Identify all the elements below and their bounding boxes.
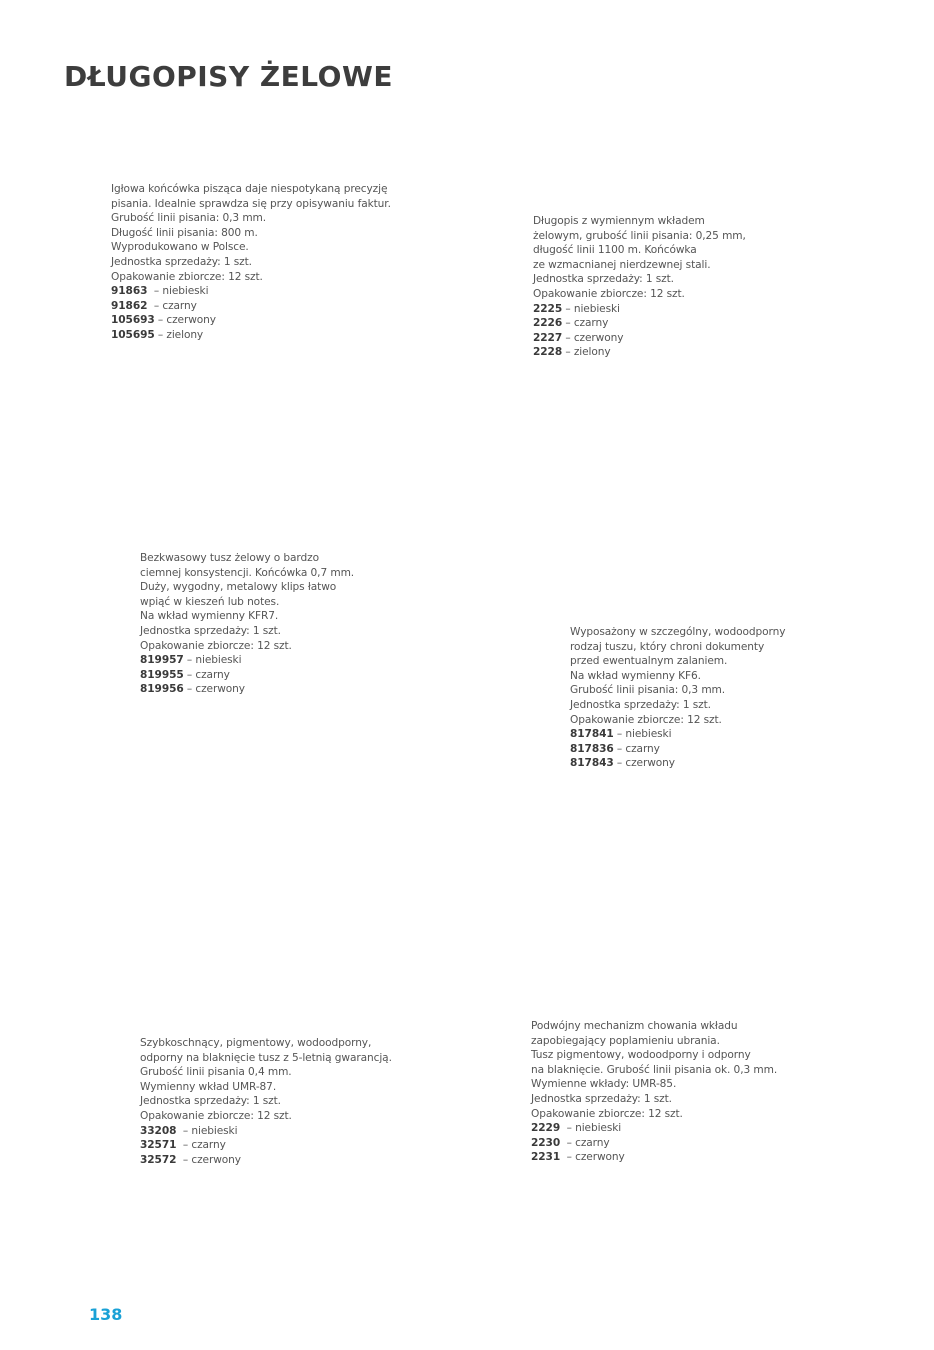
color-name: czarny [575,1136,610,1149]
description-line: Grubość linii pisania: 0,3 mm. [570,684,726,697]
description-line: ciemnej konsystencji. Końcówka 0,7 mm. [140,566,355,579]
product-code: 33208 [140,1124,177,1137]
color-name: czerwony [166,314,216,327]
description-line: Jednostka sprzedaży: 1 szt. [570,698,711,711]
description-line: Tusz pigmentowy, wodoodporny i odporny [531,1049,751,1062]
page-number: 138 [89,1305,123,1324]
product-description-block [140,1036,392,1167]
description-line: Jednostka sprzedaży: 1 szt. [140,624,281,637]
color-name: czarny [195,668,230,681]
color-name: zielony [166,328,204,341]
product-description-block [533,214,746,360]
separator: – [154,328,167,341]
description-line: Duży, wygodny, metalowy klips łatwo [140,581,337,594]
product-code: 32571 [140,1139,177,1152]
description-line: Na wkład wymienny KF6. [570,669,701,682]
product-code: 2225 [533,302,563,315]
product-description-block [140,551,354,697]
color-name: czerwony [575,1151,625,1164]
product-code: 91862 [111,299,148,312]
description-line: żelowym, grubość linii pisania: 0,25 mm, [533,229,746,242]
variant-item [140,653,354,668]
separator: – [183,654,196,667]
variant-item [570,756,785,771]
separator: – [562,346,574,359]
description-line: długość linii 1100 m. Końcówka [533,244,697,257]
separator: – [560,1151,576,1164]
product-code: 819957 [140,654,184,667]
variant-item [140,668,354,683]
description-line: Opakowanie zbiorcze: 12 szt. [531,1107,683,1120]
color-name: niebieski [162,285,209,298]
separator: – [613,728,626,741]
description-line: Grubość linii pisania 0,4 mm. [140,1066,292,1079]
variant-item [531,1150,777,1165]
color-name: czerwony [573,331,624,344]
description-line: Na wkład wymienny KFR7. [140,610,279,623]
color-name: czerwony [195,683,245,696]
separator: – [176,1139,192,1152]
product-code: 91863 [111,285,148,298]
description-line: Szybkoschnący, pigmentowy, wodoodporny, [140,1037,372,1049]
description-line: Opakowanie zbiorcze: 12 szt. [111,270,263,283]
variant-item [533,345,746,360]
description-line: Długość linii pisania: 800 m. [111,226,258,239]
color-name: niebieski [575,1122,622,1135]
product-code: 819956 [140,683,184,696]
variant-item [111,328,391,343]
color-name: czarny [162,299,197,312]
variant-item [533,316,746,331]
product-code: 2227 [533,331,563,344]
description-line: Jednostka sprzedaży: 1 szt. [140,1095,281,1108]
product-code: 819955 [140,668,184,681]
product-code: 32572 [140,1153,177,1166]
product-description-block [531,1019,777,1165]
separator: – [154,314,167,327]
description-line: Jednostka sprzedaży: 1 szt. [111,255,252,268]
color-name: czerwony [625,757,675,770]
page-title: DŁUGOPISY ŻELOWE [64,60,393,93]
description-line: Opakowanie zbiorcze: 12 szt. [140,1109,292,1122]
product-code: 817841 [570,728,614,741]
product-code: 2229 [531,1122,561,1135]
variant-item [570,727,785,742]
color-name: niebieski [195,654,242,667]
separator: – [147,299,163,312]
description-line: zapobiegający poplamieniu ubrania. [531,1034,720,1047]
description-line: Podwójny mechanizm chowania wkładu [531,1020,738,1032]
description-line: Jednostka sprzedaży: 1 szt. [533,273,674,286]
separator: – [562,302,574,315]
separator: – [560,1122,576,1135]
description-line: Jednostka sprzedaży: 1 szt. [531,1092,672,1105]
description-line: Wymienne wkłady: UMR-85. [531,1078,677,1091]
description-line: Bezkwasowy tusz żelowy o bardzo [140,552,319,564]
separator: – [560,1136,576,1149]
product-code: 2231 [531,1151,561,1164]
product-code: 105693 [111,314,155,327]
separator: – [176,1124,192,1137]
variant-item [111,299,391,314]
variant-item [111,284,391,299]
color-name: czarny [191,1139,226,1152]
color-name: niebieski [191,1124,238,1137]
product-description-block [111,182,391,343]
description-line: rodzaj tuszu, który chroni dokumenty [570,640,765,653]
color-name: zielony [573,346,611,359]
color-name: czarny [573,317,609,330]
description-line: Opakowanie zbiorcze: 12 szt. [533,287,685,300]
variant-item [531,1121,777,1136]
description-line: wpiąć w kieszeń lub notes. [140,595,280,608]
product-code: 817843 [570,757,614,770]
separator: – [183,668,196,681]
description-line: Grubość linii pisania: 0,3 mm. [111,212,267,225]
description-line: na blaknięcie. Grubość linii pisania ok. 0,3 mm. [531,1063,778,1076]
color-name: niebieski [625,728,672,741]
separator: – [562,331,574,344]
variant-item [140,1153,392,1168]
variant-item [533,331,746,346]
description-line: przed ewentualnym zalaniem. [570,655,728,668]
color-name: niebieski [573,302,620,315]
product-code: 2228 [533,346,563,359]
variant-item [140,1124,392,1139]
description-line: Opakowanie zbiorcze: 12 szt. [140,639,292,652]
product-code: 817836 [570,742,614,755]
variant-item [570,742,785,757]
separator: – [183,683,196,696]
separator: – [176,1153,192,1166]
description-line: Wyprodukowano w Polsce. [111,241,249,254]
description-line: Wyposażony w szczególny, wodoodporny [570,626,786,638]
separator: – [562,317,574,330]
variant-item [533,302,746,317]
product-description-block [570,625,785,771]
separator: – [613,742,626,755]
color-name: czarny [625,742,660,755]
description-line: Wymienny wkład UMR-87. [140,1080,277,1093]
separator: – [147,285,163,298]
variant-item [140,1138,392,1153]
variant-item [111,313,391,328]
product-code: 105695 [111,328,155,341]
variant-item [531,1136,777,1151]
product-code: 2226 [533,317,563,330]
description-line: Długopis z wymiennym wkładem [533,215,705,227]
description-line: Opakowanie zbiorcze: 12 szt. [570,713,722,726]
description-line: ze wzmacnianej nierdzewnej stali. [533,258,711,271]
separator: – [613,757,626,770]
product-code: 2230 [531,1136,561,1149]
description-line: Igłowa końcówka pisząca daje niespotykaną precyzję [111,183,388,195]
description-line: pisania. Idealnie sprawdza się przy opisywaniu faktur. [111,197,391,210]
description-line: odporny na blaknięcie tusz z 5-letnią gwarancją. [140,1051,392,1064]
variant-item [140,682,354,697]
color-name: czerwony [191,1153,241,1166]
